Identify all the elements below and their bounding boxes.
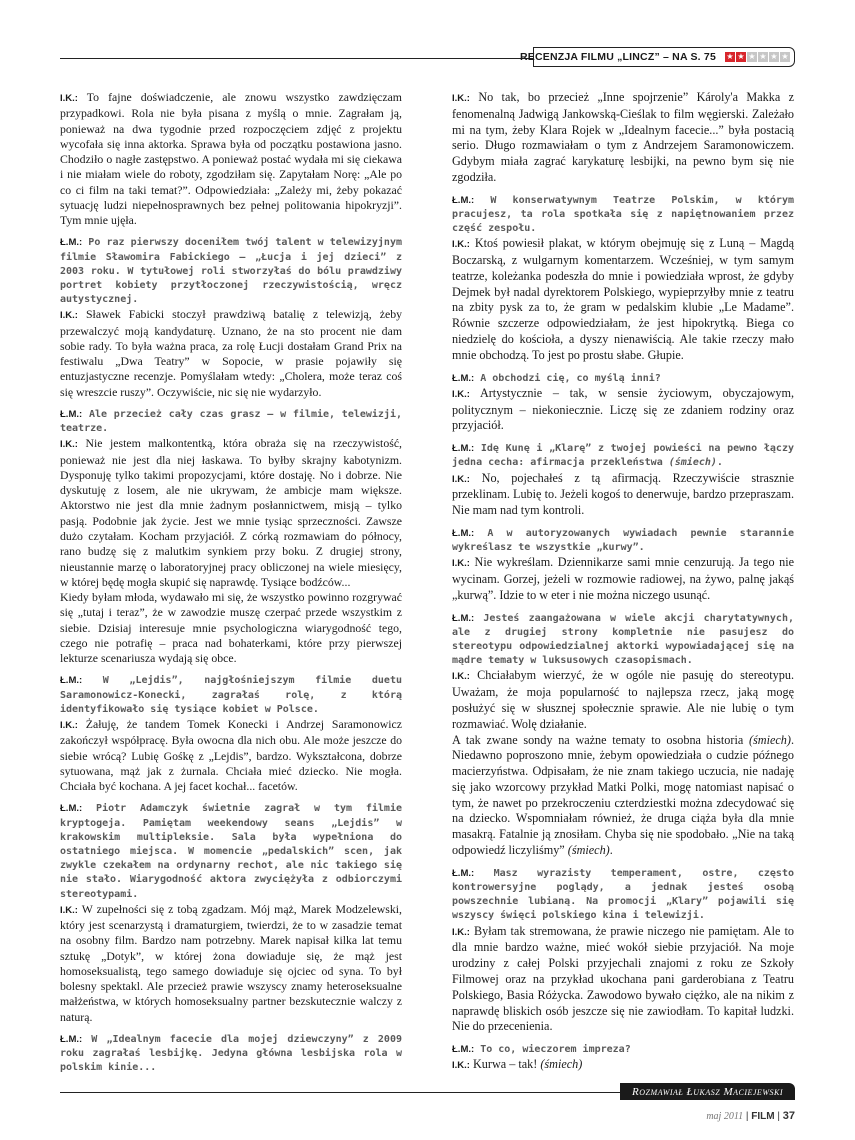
right-column — [452, 90, 794, 1074]
paragraph-text: Nie wykreślam. Dziennikarze sami mnie cenzurują. Ja tego nie wycinam. Gorzej, jeżeli w rozmowie radiowej, na żywo, palnę jakąś „kurwą”. Idzie to w eter i nie można niczego usunąć. — [452, 555, 795, 602]
interview-question — [452, 1043, 794, 1057]
paragraph-text: W konserwatywnym Teatrze Polskim, w którym pracujesz, ta rola spotkała się z napiętnowaniem przez część zespołu. — [452, 194, 794, 235]
answer-paragraph — [452, 733, 794, 859]
footer-rule — [60, 1092, 620, 1093]
interview-answer — [60, 717, 402, 794]
paragraph-text: Ale przecież cały czas grasz – w filmie, telewizji, teatrze. — [60, 409, 402, 435]
interview-question — [60, 802, 402, 901]
page-header — [60, 47, 795, 69]
interview-question — [452, 442, 794, 470]
footer-separator: | — [745, 1111, 749, 1122]
rating-stars — [724, 52, 790, 62]
footer-separator-2: | — [777, 1111, 780, 1122]
interview-question — [452, 194, 794, 237]
interview-answer — [452, 90, 794, 186]
speaker-label: Ł.M.: — [452, 443, 475, 455]
paragraph-text: To fajne doświadczenie, ale znowu wszystko zawdzięczam przypadkowi. Rola nie była pisana z myślą o mnie. Zagrałam ją, ponieważ na dwa tygodnie przed rozpoczęciem zdjęć z projektu wycofała się inna aktorka. Sprawa była od początku postawiona jasno. Chodziło o nagłe zastępstwo. A ponieważ postać wydała mi się ciekawa i nie miałam wiele do roboty, zgodziłam się. Zapytałam Norę: „Ale po co ci film na taki temat?”. Odpowiedziała: „Zależy mi, żeby pokazać sytuację ludzi niepełnosprawnych bez pełnej politowania hipokryzji”. Tym mnie ujęła. — [60, 90, 402, 228]
paragraph-text: Kurwa – tak! — [473, 1057, 538, 1072]
answer-paragraph — [60, 590, 402, 666]
speaker-label: I.K.: — [60, 720, 78, 731]
speaker-label: I.K.: — [452, 473, 470, 485]
interview-question — [452, 867, 794, 924]
speaker-label: I.K.: — [452, 671, 470, 683]
interview-answer — [452, 1057, 794, 1074]
paragraph-text: Chciałabym wierzyć, że w ogóle nie pasuję do stereotypu. Uważam, że moja popularność to najlepsza rzecz, jaką mogę posłużyć się w słusznej społecznie sprawie. Ale nie lubię o tym rozmawiać. Wolę działanie. — [452, 668, 794, 731]
laughter-note: (śmiech) — [540, 1057, 583, 1072]
interview-answer — [452, 555, 794, 603]
review-reference-box — [519, 47, 795, 67]
speaker-label: I.K.: — [60, 904, 78, 916]
paragraph-text: Nie jestem malkontentką, która obraża się na rzeczywistość, ponieważ nie jest dla niej łaskawa. To byłby skrajny kabotynizm. Dysponuję tylko takimi propozycjami, które dostaję. No i dobrze. Nie dyskutuję z losem, ale nie ukrywam, że ambicje mam większe. Aktorstwo nie jest dla mnie żadnym posłannictwem, misją – tylko pasją. Podobnie jak życie. Jest we mnie tysiąc sprzeczności. Zawsze dużo czytałam. Kocham przyjaciół. Z córką rozmawiam do północy, rano budzę się z malutkim synkiem przy boku. Z drugiej strony, nieustannie marzę o laboratoryjnej pracy obliczonej na wiele miesięcy, w której będę mogła skupić się naprawdę. Tysiące bodźców... — [60, 436, 403, 589]
paragraph-text-tail: . — [716, 457, 723, 469]
star-empty-icon: ★ — [748, 52, 756, 61]
interview-answer — [60, 90, 402, 228]
laughter-note: (śmiech) — [567, 843, 610, 857]
speaker-label: I.K.: — [452, 1060, 470, 1072]
interview-question — [452, 527, 794, 555]
interview-question — [60, 236, 402, 307]
speaker-label: Ł.M.: — [452, 194, 475, 206]
page-footer — [706, 1110, 795, 1122]
interview-answer — [60, 307, 402, 400]
interviewer-credit: Rozmawiał Łukasz Maciejewski — [620, 1083, 795, 1100]
interview-answer — [452, 668, 794, 732]
laughter-note: (śmiech) — [668, 457, 717, 469]
page-number: 37 — [782, 1110, 795, 1122]
paragraph-text: A obchodzi cię, co myślą inni? — [480, 372, 661, 384]
interview-answer — [60, 436, 402, 590]
paragraph-text-tail: . Niedawno poproszono mnie, żebym opowiedziała o cudzie późnego macierzyństwa. Odpisałam, że nie znam takiego uczucia, nie nadaję się jako wzorcowy przykład Matki Polki, mogę natomiast napisać o tym, że nawet po przekroczeniu czterdziestki można zdecydować się na dziecko. Wspomniałam również, że druga ciąża była dla mnie masakrą. Fatalnie ją znosiłam. Chyba się nie spodobało. „Nie na taką odpowiedź liczyliśmy” — [452, 732, 795, 857]
paragraph-text: No, pojechałeś z tą afirmacją. Rzeczywiście strasznie przeklinam. Lubię to. Jeżeli kogoś to denerwuje, bardzo przepraszam. Nie mam nad tym kontroli. — [452, 470, 794, 518]
star-filled-icon: ★ — [726, 52, 734, 61]
paragraph-text: A w autoryzowanych wywiadach pewnie starannie wykreślasz te wszystkie „kurwy”. — [452, 527, 794, 554]
speaker-label: Ł.M.: — [452, 867, 475, 879]
paragraph-text: Idę Kunę i „Klarę” z twojej powieści na pewno łączy jedna cecha: afirmacja przekleństwa — [452, 443, 794, 469]
star-empty-icon: ★ — [770, 52, 778, 61]
interview-question — [452, 372, 794, 386]
speaker-label: I.K.: — [452, 388, 470, 400]
speaker-label: Ł.M.: — [452, 612, 475, 624]
speaker-label: I.K.: — [60, 439, 78, 451]
speaker-label: Ł.M.: — [452, 1044, 475, 1056]
header-rule — [60, 58, 533, 59]
interview-question — [60, 1033, 402, 1076]
speaker-label: I.K.: — [60, 93, 78, 104]
speaker-label: Ł.M.: — [60, 237, 83, 249]
review-reference-label: RECENZJA FILMU „LINCZ” – NA S. 75 — [519, 51, 716, 63]
interview-question — [60, 674, 402, 717]
speaker-label: I.K.: — [60, 310, 78, 322]
speaker-label: Ł.M.: — [60, 675, 83, 687]
paragraph-text: No tak, bo przecież „Inne spojrzenie” Károly'a Makka z fenomenalną Jadwigą Jankowską-Cieślak to film węgierski. Zależało mi na tym, żeby Klara Rojek w „Idealnym facecie...” była postacią serio. Długo rozmawiałam o tym z Andrzejem Saramonowiczem. Gdybym miała zagrać karykaturę lesbijki, na pewno bym się nie zgodziła. — [452, 90, 794, 184]
paragraph-text: Piotr Adamczyk świetnie zagrał w tym filmie kryptogeja. Pamiętam weekendowy seans „Lejdis” w krakowskim multipleksie. Sala była wypełniona do ostatniego miejsca. W momencie „pedalskich” scen, jak zwykle czekałem na ordynarny rechot, ale nic takiego się nie stało. Wiarygodność aktora zwyciężyła z odbiorczymi stereotypami. — [60, 803, 402, 900]
magazine-name: FILM — [751, 1111, 775, 1122]
issue-date: maj 2011 — [706, 1111, 744, 1122]
paragraph-text-tail: . — [609, 843, 613, 857]
paragraph-text: Po raz pierwszy doceniłem twój talent w telewizyjnym filmie Sławomira Fabickiego – „Łucja i jej dzieci” z 2003 roku. W tytułowej roli stworzyłaś do bólu prawdziwy portret kobiety przytłoczonej rzeczywistością, wręcz autystycznej. — [60, 237, 402, 306]
paragraph-text: A tak zwane sondy na ważne tematy to osobna historia — [452, 732, 744, 747]
paragraph-text: Kiedy byłam młoda, wydawało mi się, że wszystko powinno rozgrywać się „tutaj i teraz”, że w zawodzie muszę czerpać przede wszystkim z siebie. Dzisiaj interesuje mnie psychologiczna wiarygodność tego, czego nie potrafię – praca nad bohaterkami, które przy pierwszej lekturze scenariusza wydają się obce. — [60, 590, 402, 666]
paragraph-text: Żałuję, że tandem Tomek Konecki i Andrzej Saramonowicz zakończył współpracę. Była owocna dla nich obu. Ale może jeszcze do siebie wrócą? Lubię Gośkę z „Lejdis”, bardzo. Wykształcona, dobrze sytuowana, mąż jak z żurnala. Chciała mieć dziecko. Nie mogła. Chciała być kochana. A jej facet kochał... facetów. — [60, 717, 403, 794]
paragraph-text: To co, wieczorem impreza? — [480, 1044, 631, 1056]
star-filled-icon: ★ — [737, 52, 745, 61]
speaker-label: I.K.: — [452, 93, 470, 104]
speaker-label: I.K.: — [452, 239, 470, 251]
laughter-note: (śmiech) — [749, 732, 791, 747]
speaker-label: Ł.M.: — [452, 527, 475, 539]
paragraph-text: Ktoś powiesił plakat, w którym obejmuję się z Luną – Magdą Boczarską, z wulgarnym komentarzem. Wcześniej, w tym samym teatrze, koleżanka podeszła do mnie i powiedziała wprost, że gdyby Dejmek był nadal dyrektorem Polskiego, wypieprzyłby mnie z teatru na zbity pysk za to, że gram w pedalskim klubie „Le Madame”. Równie szczerze odpowiedziałam, że jest hipokrytką. Biega co niedzielę do kościoła, a dyszy nienawiścią. Ale takie rzeczy mało mnie obchodzą. To jest po prostu słabe. Głupie. — [452, 236, 794, 362]
interview-answer — [60, 902, 402, 1025]
paragraph-text: W „Idealnym facecie dla mojej dziewczyny” z 2009 roku zagrałaś lesbijkę. Jedyna główna lesbijska rola w polskim kinie... — [60, 1033, 402, 1074]
speaker-label: Ł.M.: — [60, 1033, 83, 1045]
paragraph-text: Jesteś zaangażowana w wiele akcji charytatywnych, ale z drugiej strony kompletnie nie pasujesz do stereotypu odpowiedzialnej aktorki wypowiadającej się na mądre tematy w luksusowych czasopismach. — [452, 612, 794, 667]
paragraph-text: Byłam tak stremowana, że prawie niczego nie pamiętam. Ale to dla mnie bardzo ważne, mieć wokół siebie przyjaciół. Na moje urodziny z całej Polski przyjechali znajomi z roku ze Szkoły Filmowej oraz na przykład ukochana pani garderobiana z Teatru Polskiego, Basia Różycka. Zawodowo bywało ciężko, ale na nikim z naprawdę bliskich osób jeszcze się nie zawiodłam. To kapitał ludzki. Nie do przecenienia. — [452, 923, 794, 1034]
speaker-label: Ł.M.: — [60, 409, 83, 420]
interview-answer — [452, 386, 794, 434]
speaker-label: Ł.M.: — [452, 372, 475, 384]
interview-answer — [452, 471, 794, 519]
paragraph-text: W „Lejdis”, najgłośniejszym filmie duetu Saramonowicz-Konecki, zagrałaś rolę, z którą identyfikowało się tysiące kobiet w Polsce. — [60, 675, 402, 715]
interview-answer — [452, 924, 794, 1035]
interview-question — [60, 408, 402, 436]
left-column — [60, 90, 402, 1075]
speaker-label: Ł.M.: — [60, 803, 83, 815]
interview-answer — [452, 236, 794, 363]
speaker-label: I.K.: — [452, 558, 470, 570]
star-empty-icon: ★ — [759, 52, 767, 61]
interview-question — [452, 612, 794, 669]
paragraph-text: Artystycznie – tak, w sensie życiowym, obyczajowym, politycznym – niekoniecznie. Liczę się ze zdaniem rodziny oraz przyjaciół. — [452, 385, 794, 433]
speaker-label: I.K.: — [452, 926, 470, 938]
paragraph-text: Masz wyrazisty temperament, ostre, często kontrowersyjne poglądy, a jednak jesteś osobą powszechnie lubianą. Na promocji „Klary” pojawili się wszyscy święci polskiego kina i telewizji. — [452, 867, 794, 922]
star-empty-icon: ★ — [781, 52, 789, 61]
paragraph-text: W zupełności się z tobą zgadzam. Mój mąż, Marek Modzelewski, który jest scenarzystą i dramaturgiem, twierdzi, że to w zasadzie temat na osobny film. Bardzo nam potrzebny. Marek napisał kilka lat temu sztukę „Dotyk”, w której żona dowiaduje się, że mąż jest homoseksualistą, tego samego dowiaduje się ojciec od syna. To był bolesny spektakl. Ale przecież prawie wszyscy znamy heteroseksualne małżeństwa, w których homoseksualny partner bezskutecznie walczy z naturą. — [60, 901, 402, 1024]
paragraph-text: Sławek Fabicki stoczył prawdziwą batalię z telewizją, żeby przewalczyć moją kandydaturę. Uznano, że na sto procent nie dam sobie rady. To była ważna praca, za rolę Łucji dostałam Grand Prix na festiwalu „Dwa Teatry” w Sopocie, w prasie pojawiły się entuzjastyczne recenzje. Pomyślałam wtedy: „Cholera, może teraz coś się wreszcie ruszy”. Oczywiście, nic się nie wydarzyło. — [60, 307, 403, 399]
